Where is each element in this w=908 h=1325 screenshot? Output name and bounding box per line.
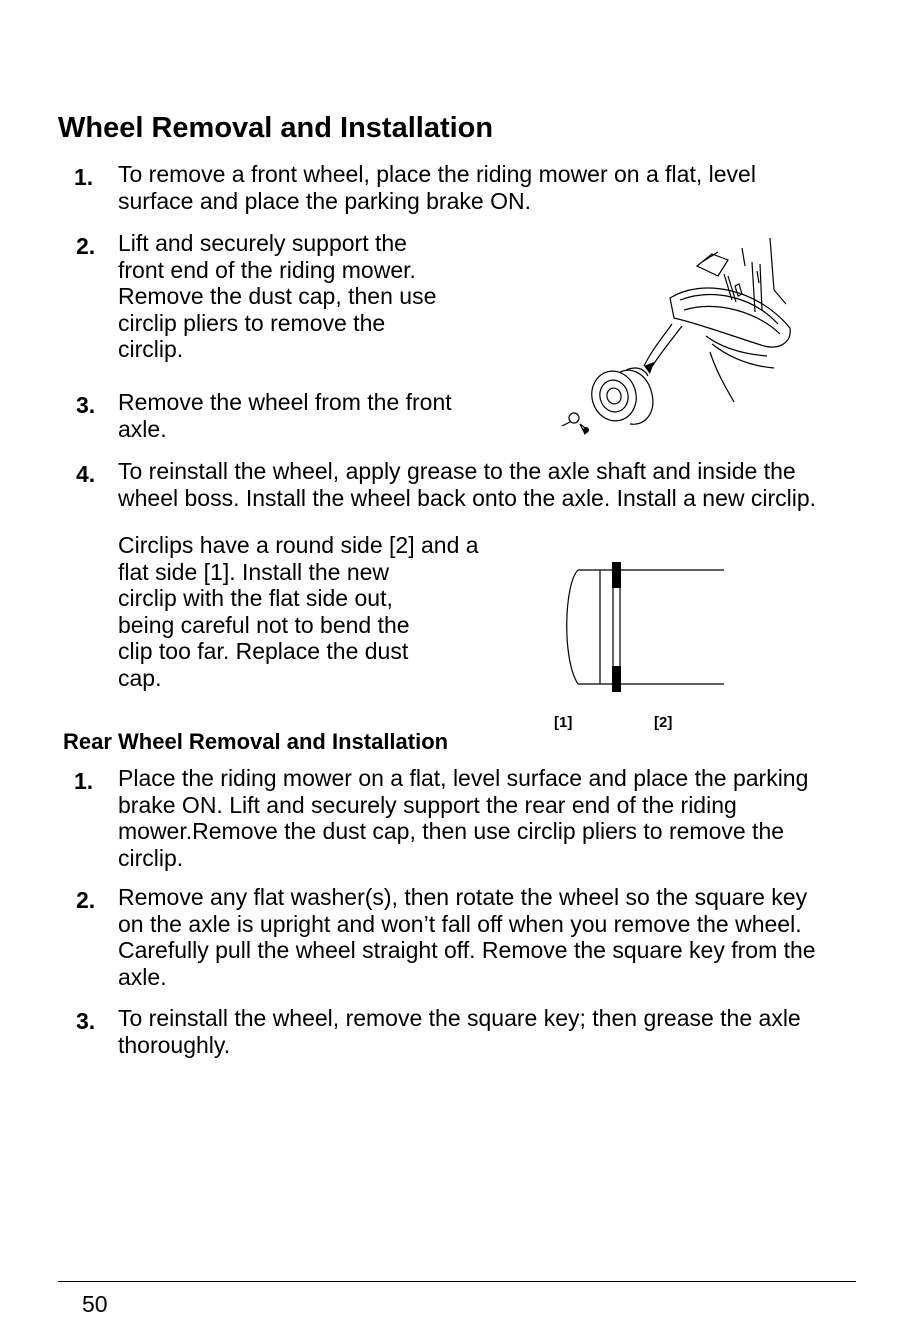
step-line: axle. (118, 415, 167, 442)
step-text (118, 884, 816, 990)
step-line: To reinstall the wheel, remove the square key; then grease the axle (118, 1005, 801, 1031)
step-number: 1. (74, 768, 94, 794)
step-line: on the axle is upright and won’t fall off when you remove the wheel. (118, 910, 802, 937)
step-line: mower.Remove the dust cap, then use circlip pliers to remove the (118, 818, 785, 844)
step-line: surface and place the parking brake ON. (118, 187, 531, 214)
step-line: Carefully pull the wheel straight off. Remove the square key from the (118, 937, 816, 963)
step-line: To reinstall the wheel, apply grease to the axle shaft and inside the (118, 458, 796, 484)
step-line: Remove any flat washer(s), then rotate the wheel so the square key (118, 884, 808, 910)
step-line: Remove the wheel from the front (118, 389, 452, 415)
step-line: circlip. (118, 844, 184, 871)
step-line: brake ON. Lift and securely support the rear end of the riding (118, 791, 737, 818)
circlip-flat-side-callout: [1] (554, 714, 573, 731)
rear-section-heading: Rear Wheel Removal and Installation (63, 729, 449, 754)
step-line: Lift and securely support the (118, 230, 407, 256)
step-line: front end of the riding mower. (118, 256, 416, 283)
note-line: circlip with the flat side out, (118, 585, 393, 611)
step-text (118, 161, 756, 214)
circlip-diagram (556, 560, 726, 696)
step-text (118, 458, 816, 511)
step-line: wheel boss. Install the wheel back onto the axle. Install a new circlip. (118, 484, 817, 511)
page-title: Wheel Removal and Installation (58, 112, 494, 144)
note-line: Circlips have a round side [2] and a (118, 532, 479, 558)
front-wheel-illustration (552, 226, 802, 441)
step-line: thoroughly. (118, 1031, 231, 1058)
step-line: Remove the dust cap, then use (118, 283, 437, 309)
circlip-round-side-callout: [2] (654, 714, 673, 731)
page-number: 50 (82, 1291, 108, 1317)
note-line: being careful not to bend the (118, 611, 410, 638)
step-line: axle. (118, 963, 167, 990)
step-number: 3. (76, 1008, 96, 1034)
step-line: circlip. (118, 336, 184, 362)
step-number: 3. (76, 392, 96, 418)
step-text (118, 389, 452, 442)
step-text (118, 1005, 801, 1058)
step-number: 4. (76, 461, 96, 487)
step-line: circlip pliers to remove the (118, 309, 386, 336)
note-line: cap. (118, 664, 162, 691)
step-number: 2. (76, 887, 96, 913)
step-line: To remove a front wheel, place the riding mower on a flat, level (118, 161, 756, 187)
note-line: flat side [1]. Install the new (118, 558, 390, 585)
step-number: 1. (74, 164, 94, 190)
step-number: 2. (76, 233, 96, 259)
step-text (118, 765, 808, 871)
circlip-note (118, 532, 479, 691)
footer-rule (58, 1281, 856, 1282)
step-line: Place the riding mower on a flat, level surface and place the parking (118, 765, 809, 791)
note-line: clip too far. Replace the dust (118, 638, 409, 664)
step-text (118, 230, 436, 363)
